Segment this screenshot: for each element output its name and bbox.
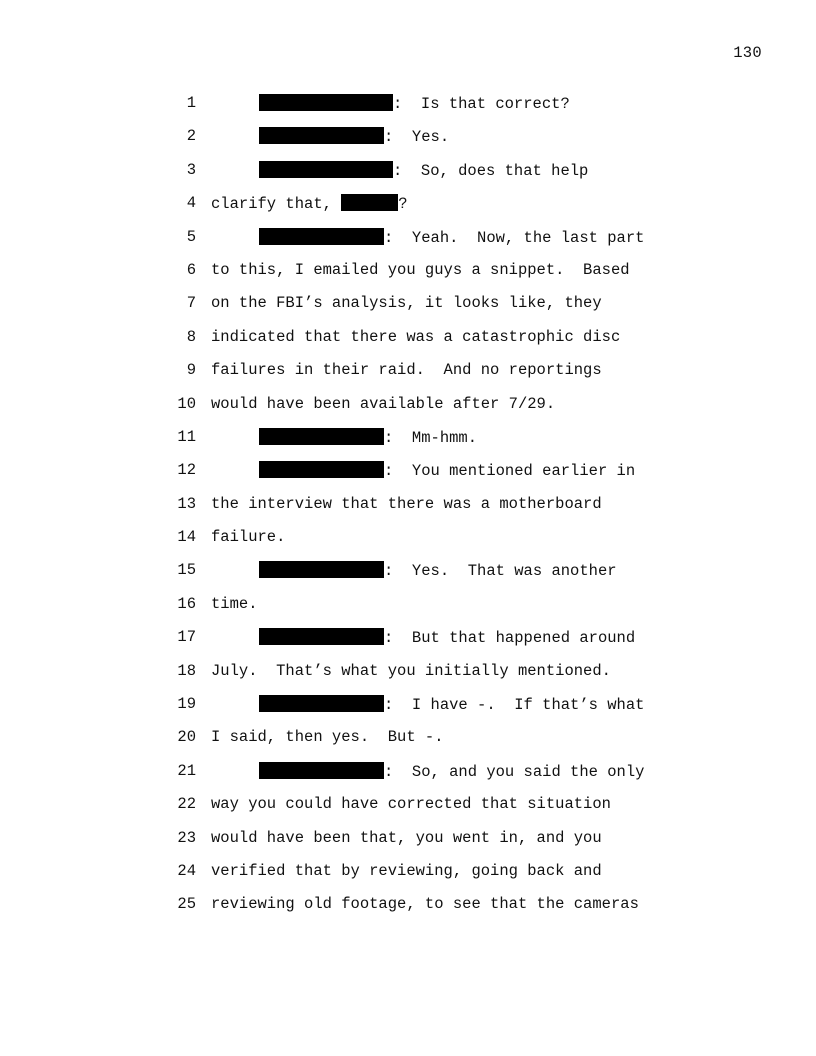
speaker-colon: : (393, 161, 403, 180)
line-number: 15 (177, 561, 196, 580)
transcript-line (0, 893, 816, 926)
line-number: 2 (186, 127, 196, 146)
transcript-line (0, 292, 816, 325)
line-text: So, does that help (402, 161, 589, 180)
page-number: 130 (733, 44, 762, 62)
line-text: time. (211, 594, 258, 613)
speaker-colon: : (384, 629, 394, 648)
line-number: 13 (177, 494, 196, 513)
line-number: 9 (186, 361, 196, 380)
transcript-line (0, 626, 816, 659)
transcript-line (0, 192, 816, 225)
line-text: would have been that, you went in, and you (211, 828, 602, 847)
speaker-colon: : (384, 462, 394, 481)
redaction-bar (259, 762, 384, 779)
line-text: Mm-hmm. (393, 428, 478, 447)
line-text: reviewing old footage, to see that the cameras (211, 895, 639, 914)
transcript-line (0, 693, 816, 726)
transcript-line (0, 159, 816, 192)
line-number: 23 (177, 828, 196, 847)
speaker-colon: : (384, 428, 394, 447)
transcript-line (0, 660, 816, 693)
line-text: way you could have corrected that situation (211, 795, 611, 814)
speaker-colon: : (384, 562, 394, 581)
speaker-colon: : (384, 228, 394, 247)
line-number: 17 (177, 628, 196, 647)
line-text: You mentioned earlier in (393, 462, 636, 481)
speaker-colon: : (393, 95, 403, 113)
line-text: failure. (211, 528, 286, 547)
speaker-colon: : (384, 696, 394, 715)
line-text: So, and you said the only (393, 762, 645, 781)
line-number: 21 (177, 761, 196, 780)
line-number: 16 (177, 594, 196, 613)
line-text: Yes. (393, 128, 450, 147)
transcript-line (0, 426, 816, 459)
transcript-body (0, 92, 816, 927)
line-text: Yeah. Now, the last part (393, 228, 645, 247)
line-number: 24 (177, 861, 196, 880)
transcript-line (0, 760, 816, 793)
redaction-bar (259, 461, 384, 478)
transcript-line (0, 827, 816, 860)
line-text: I said, then yes. But -. (211, 728, 444, 747)
line-number: 7 (186, 294, 196, 313)
redaction-bar (259, 94, 393, 111)
transcript-line (0, 459, 816, 492)
line-number: 19 (177, 695, 196, 714)
line-text: But that happened around (393, 629, 636, 648)
line-text-suffix: ? (398, 195, 408, 214)
line-number: 18 (177, 661, 196, 680)
transcript-line (0, 793, 816, 826)
transcript-line (0, 860, 816, 893)
line-number: 22 (177, 795, 196, 814)
line-number: 14 (177, 528, 196, 547)
redaction-bar (259, 695, 384, 712)
transcript-line (0, 393, 816, 426)
redaction-bar (341, 194, 398, 211)
line-text: Is that correct? (402, 95, 570, 113)
transcript-line (0, 726, 816, 759)
line-text: would have been available after 7/29. (211, 394, 556, 413)
line-number: 3 (186, 160, 196, 179)
line-number: 20 (177, 728, 196, 747)
transcript-line (0, 125, 816, 158)
line-text: the interview that there was a motherboard (211, 494, 602, 513)
line-text: to this, I emailed you guys a snippet. Based (211, 260, 630, 279)
redaction-bar (259, 561, 384, 578)
transcript-line (0, 226, 816, 259)
line-number: 5 (186, 227, 196, 246)
transcript-line (0, 593, 816, 626)
redaction-bar (259, 628, 384, 645)
redaction-bar (259, 127, 384, 144)
transcript-line (0, 359, 816, 392)
line-text: on the FBI’s analysis, it looks like, they (211, 294, 602, 313)
transcript-line (0, 559, 816, 592)
transcript-line (0, 526, 816, 559)
transcript-line (0, 259, 816, 292)
line-text: failures in their raid. And no reportings (211, 361, 602, 380)
line-text: I have -. If that’s what (393, 696, 645, 715)
redaction-bar (259, 161, 393, 178)
line-number: 10 (177, 394, 196, 413)
line-number: 8 (186, 327, 196, 346)
line-text: clarify that, (211, 195, 342, 214)
line-text: indicated that there was a catastrophic disc (211, 327, 621, 346)
line-text: July. That’s what you initially mentioned. (211, 661, 611, 680)
line-number: 4 (186, 194, 196, 213)
line-number: 12 (177, 461, 196, 480)
redaction-bar (259, 228, 384, 245)
speaker-colon: : (384, 128, 394, 147)
line-number: 1 (186, 94, 196, 112)
line-text: verified that by reviewing, going back and (211, 861, 602, 880)
speaker-colon: : (384, 762, 394, 781)
transcript-line (0, 493, 816, 526)
line-number: 6 (186, 260, 196, 279)
transcript-line (0, 92, 816, 125)
transcript-line (0, 326, 816, 359)
redaction-bar (259, 428, 384, 445)
line-number: 25 (177, 895, 196, 914)
line-number: 11 (177, 427, 196, 446)
line-text: Yes. That was another (393, 562, 617, 581)
